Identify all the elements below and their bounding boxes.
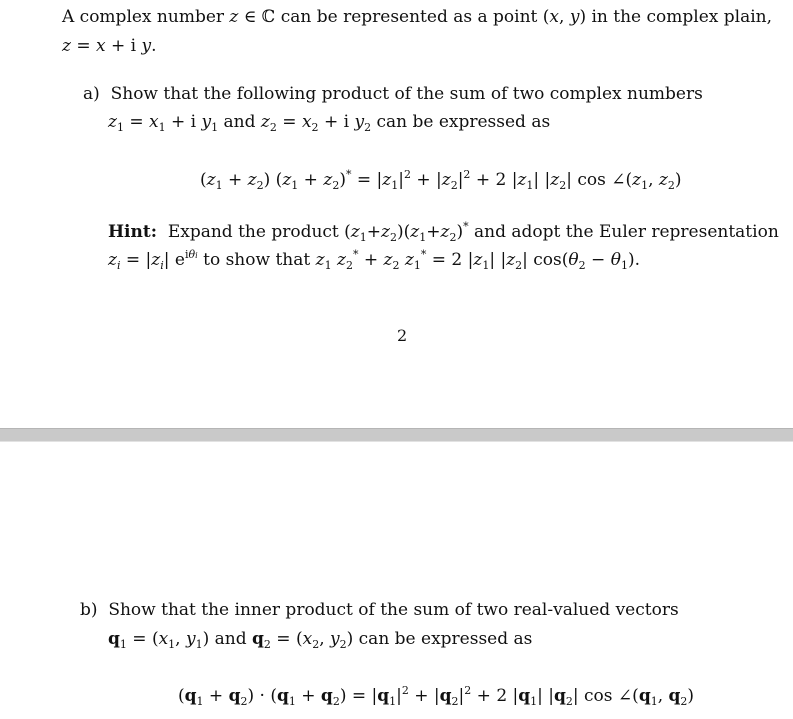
- intro-text-b: can be represented as a point: [275, 7, 543, 27]
- part-a-text-1: Show that the following product of the sum of two complex numbers: [110, 84, 703, 104]
- page-2: [0, 442, 793, 719]
- part-a-line-2: $z_1 = x_1 + i$ $y_1$ and $z_2 = x_2 + i$ $y_2$ can be expressed as: [108, 112, 551, 134]
- part-a-line-1: [83, 83, 703, 105]
- page-separator: [0, 428, 793, 442]
- part-b-text-1: Show that the inner product of the sum of two real-valued vectors: [108, 600, 679, 620]
- intro-text-a: A complex number: [62, 7, 230, 27]
- hint-line-2: $z_i = |z_i|$ $e^{i\theta i}$ to show that $z_1$ $z_2^* + z_2$ $z_1^* = 2$ $|z_1|$ $|z_2|$ $\cos(\theta_2 - \theta_1)$.: [108, 248, 641, 272]
- hint-text-3: to show that: [203, 250, 311, 270]
- part-a-can: can be expressed as: [376, 112, 551, 132]
- part-b-label: b): [80, 600, 98, 620]
- part-b-line-1: [80, 599, 679, 621]
- part-b-and: and: [214, 629, 247, 649]
- equation-vectors: $(q_1 + q_2) \cdot (q_1 + q_2) = |q_1|^2 + |q_2|^2 + 2$ $|q_1|$ $|q_2|$ $\cos \angle(q_1$, $q_2$): [178, 684, 695, 708]
- page-number: 2: [397, 326, 408, 345]
- part-a-and: and: [223, 112, 256, 132]
- part-a-label: a): [83, 84, 100, 104]
- intro-line-2: z = x + i y.: [62, 36, 157, 56]
- intro-text-c: in the complex plain,: [586, 7, 773, 27]
- equation-complex: $(z_1 + z_2) (z_1 + z_2)^* = |z_1|^2 + |z_2|^2 + 2$ $|z_1|$ $|z_2|$ $\cos \angle(z_1$, $z_2$): [200, 168, 682, 192]
- hint-line-1: Hint: Expand the product $(z_1+z_2)(z_1+z_2)^*$ and adopt the Euler representation: [108, 220, 779, 244]
- part-b-can: can be expressed as: [358, 629, 533, 649]
- hint-text-1: Expand the product: [167, 222, 339, 242]
- hint-text-2: and adopt the Euler representation: [473, 222, 779, 242]
- hint-label: Hint:: [108, 222, 158, 242]
- intro-line-1: A complex number z ∈ ℂ can be represented as a point (x, y) in the complex plain,: [62, 7, 773, 27]
- part-b-line-2: $q_1 = (x_1$, $y_1$) and $q_2 = (x_2$, $y_2$) can be expressed as: [108, 629, 533, 651]
